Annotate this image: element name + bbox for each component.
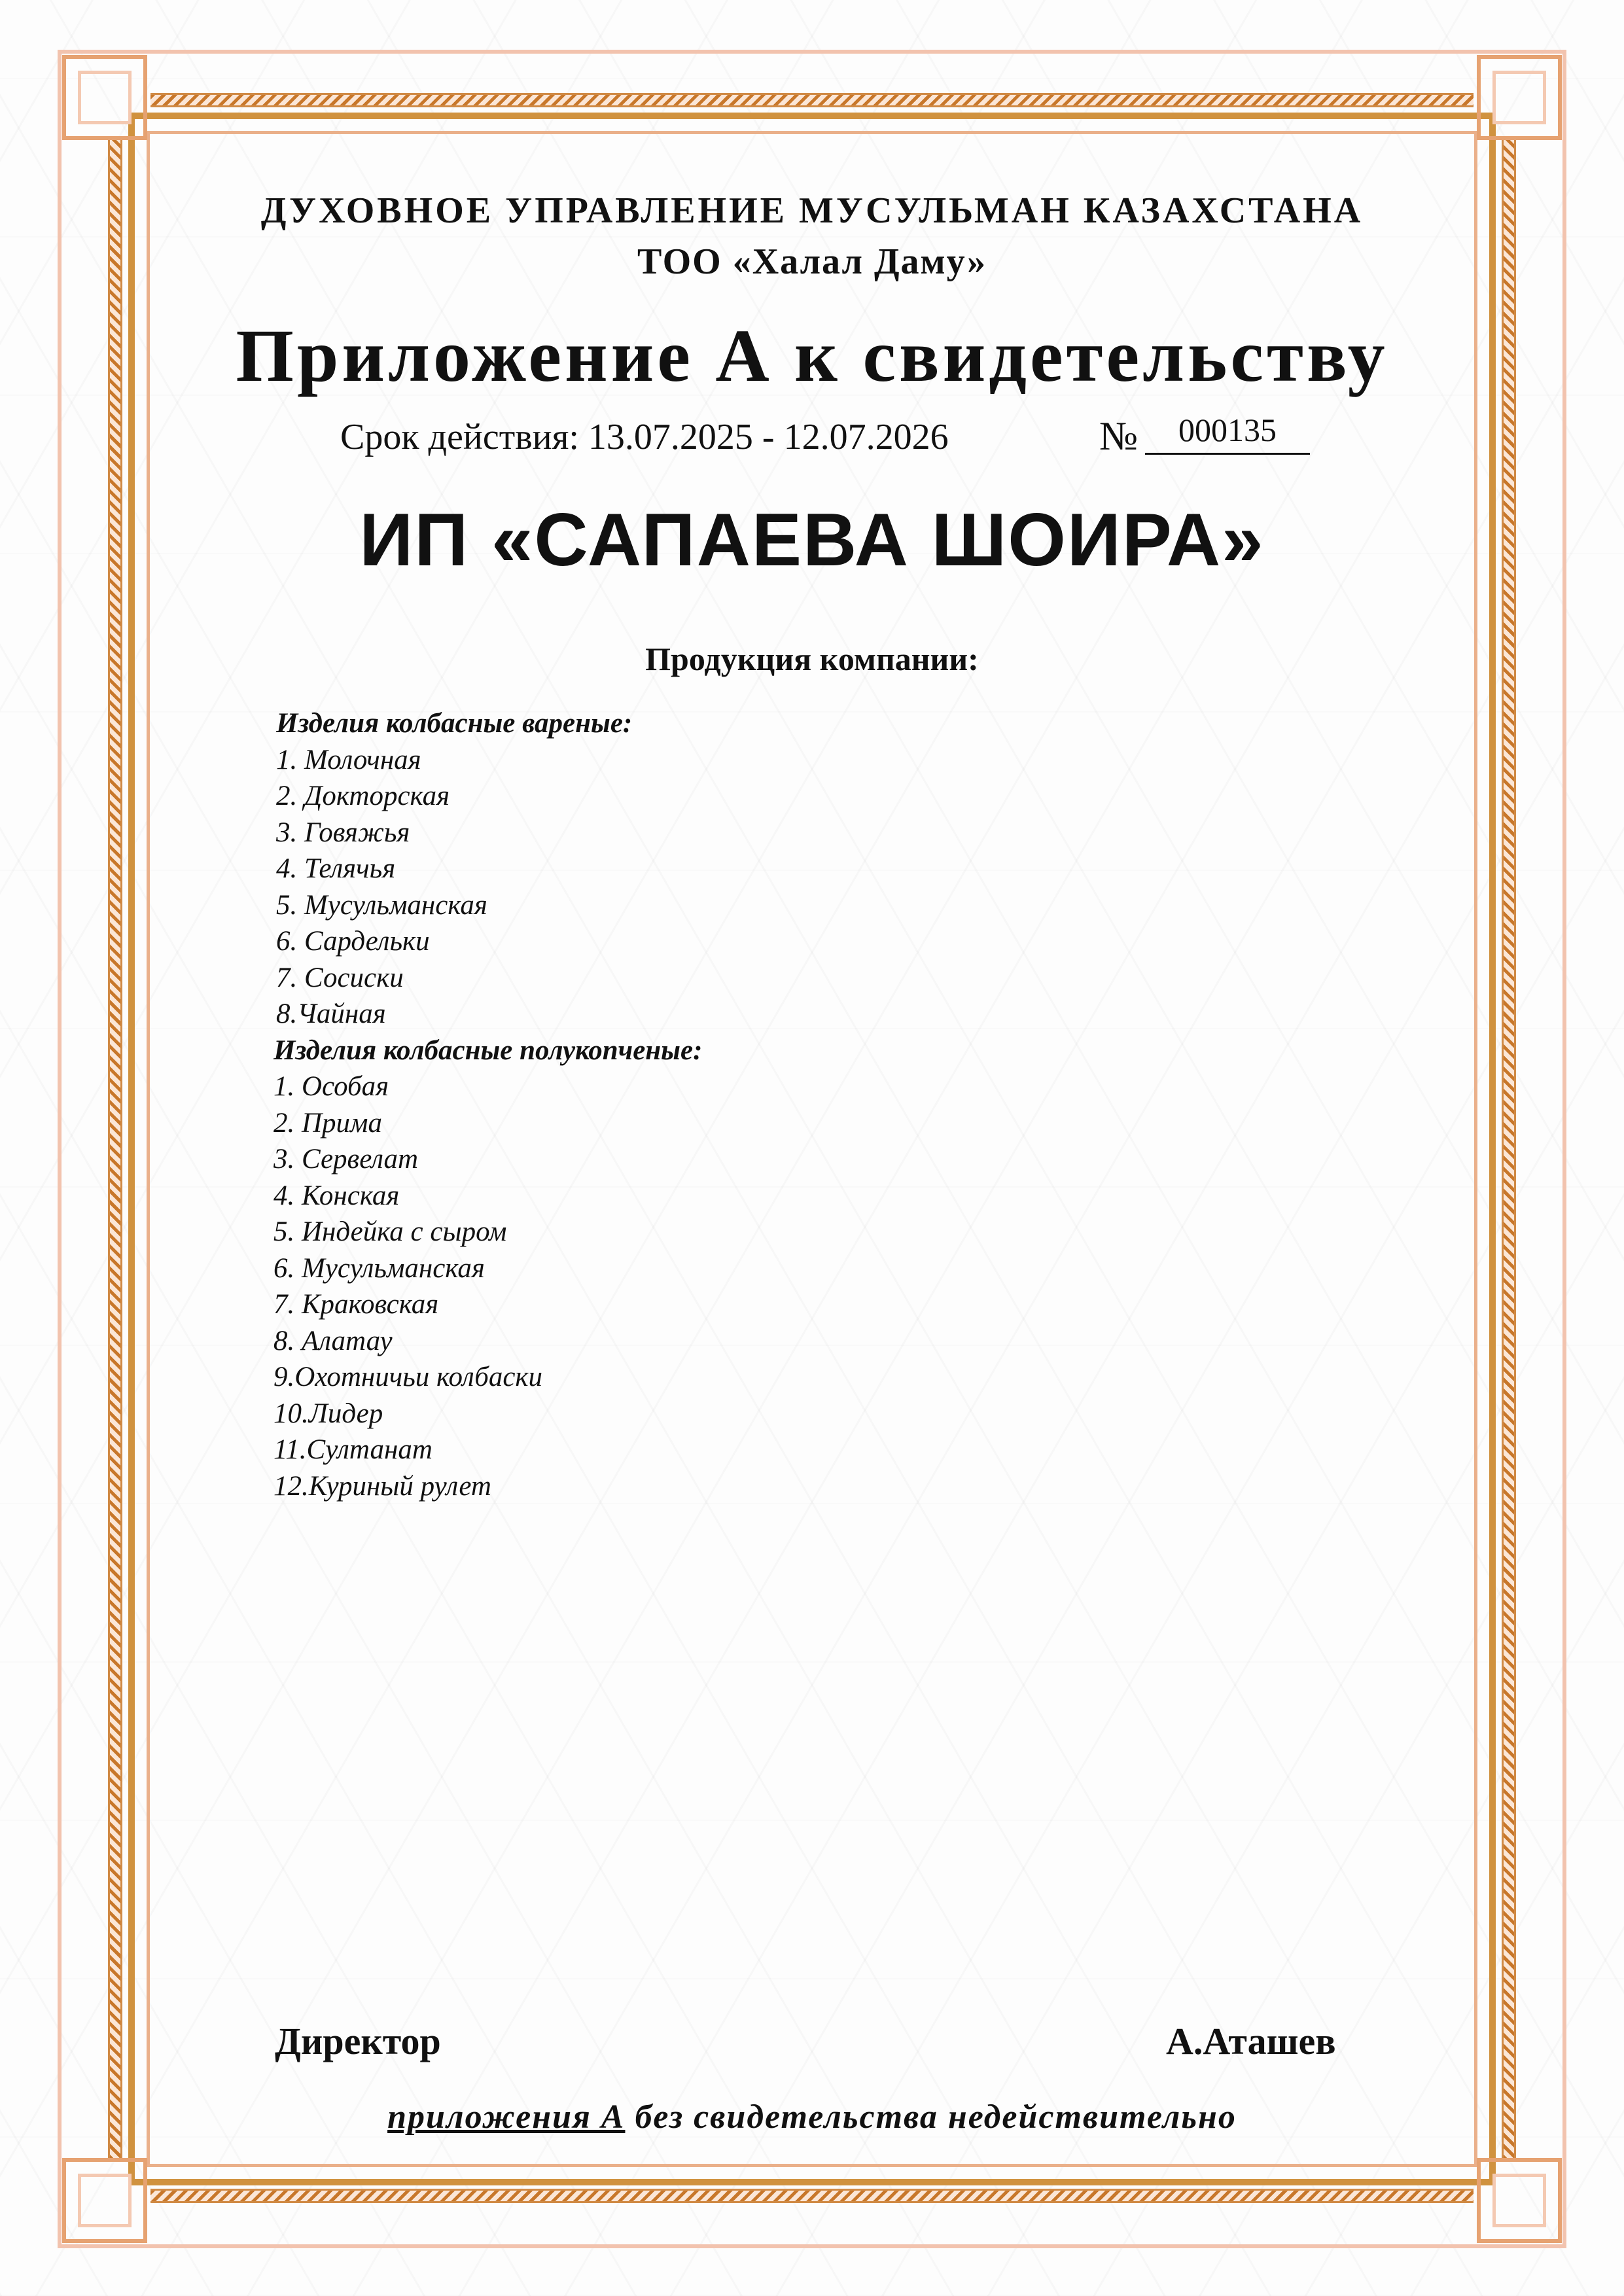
footer-rest: без свидетельства недействительно [625, 2098, 1237, 2136]
list-item: 8.Чайная [276, 998, 386, 1029]
frame-stripe-bottom [150, 2189, 1474, 2203]
list-item: 4. Конская [274, 1180, 400, 1211]
list-item: 7. Краковская [274, 1289, 439, 1320]
validity-period: Срок действия: 13.07.2025 - 12.07.2026 [340, 417, 949, 457]
footer-underlined: приложения А [387, 2098, 626, 2136]
list-item: 9.Охотничьи колбаски [274, 1362, 543, 1392]
footer-note [0, 2098, 1624, 2136]
list-item: 3. Говяжья [276, 817, 410, 848]
list-item: 1. Молочная [276, 744, 421, 775]
list-item: 2. Докторская [276, 781, 450, 811]
signature-name: А.Аташев [1166, 2020, 1336, 2062]
frame-corner-bottom-right [1477, 2158, 1562, 2243]
category-title: Изделия колбасные вареные: [276, 708, 633, 739]
list-item: 2. Прима [274, 1107, 382, 1139]
list-item: 5. Мусульманская [276, 889, 487, 921]
signature-position: Директор [275, 2020, 441, 2062]
list-item: 11.Султанат [274, 1434, 432, 1465]
category-items-semi-smoked [274, 1069, 702, 1504]
list-item: 4. Телячья [276, 853, 396, 884]
number-sign: № [1099, 414, 1139, 459]
category-items-boiled [274, 742, 702, 1033]
document-title: Приложение А к свидетельству [236, 314, 1388, 397]
llp-name: ТОО «Халал Даму» [637, 241, 987, 282]
list-item: 8. Алатау [274, 1325, 393, 1356]
product-list [274, 705, 702, 1504]
list-item: 12.Куриный рулет [274, 1470, 491, 1502]
products-heading: Продукция компании: [645, 641, 979, 677]
company-name: ИП «САПАЕВА ШОИРА» [359, 499, 1265, 582]
certificate-number: 000135 [1145, 411, 1310, 455]
frame-corner-bottom-left [62, 2158, 147, 2243]
list-item: 1. Особая [274, 1071, 389, 1102]
list-item: 7. Сосиски [276, 962, 404, 993]
list-item: 5. Индейка с сыром [274, 1216, 507, 1247]
list-item: 3. Сервелат [274, 1144, 419, 1174]
frame-stripe-top [150, 93, 1474, 107]
category-title: Изделия колбасные полукопченые: [274, 1034, 703, 1066]
frame-corner-top-left [62, 55, 147, 140]
list-item: 10.Лидер [274, 1398, 383, 1429]
list-item: 6. Мусульманская [274, 1252, 485, 1284]
frame-corner-top-right [1477, 55, 1562, 140]
organization-name: ДУХОВНОЕ УПРАВЛЕНИЕ МУСУЛЬМАН КАЗАХСТАНА [260, 190, 1364, 231]
frame-stripe-left [108, 137, 122, 2159]
frame-stripe-right [1502, 137, 1516, 2159]
list-item: 6. Сардельки [276, 926, 430, 957]
